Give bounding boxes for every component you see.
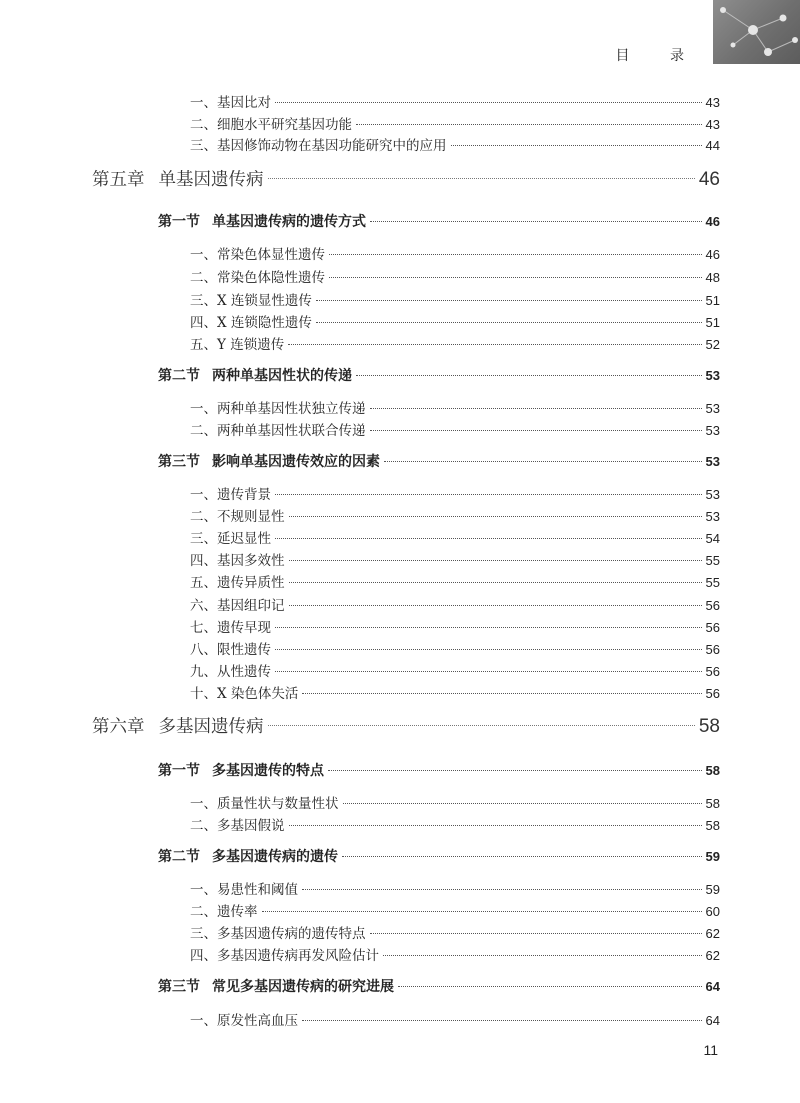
section-number: 第三节 xyxy=(158,979,200,995)
entry-label: 三、X 连锁显性遗传 xyxy=(190,293,312,309)
entry-label: 二、两种单基因性状联合传递 xyxy=(190,423,366,439)
entry-page: 43 xyxy=(705,95,720,110)
entry-page: 64 xyxy=(705,1013,720,1028)
leader-dots xyxy=(288,344,701,345)
entry-page: 43 xyxy=(705,117,720,132)
entry-page: 55 xyxy=(705,553,720,568)
entry-label: 四、基因多效性 xyxy=(190,553,285,569)
section-number: 第三节 xyxy=(158,454,200,470)
entry-page: 56 xyxy=(705,620,720,635)
toc-entry[interactable] xyxy=(190,289,720,311)
entry-page: 53 xyxy=(705,487,720,502)
chapter-entry[interactable] xyxy=(92,713,720,743)
section-page: 46 xyxy=(705,214,720,229)
entry-label: 一、基因比对 xyxy=(190,95,271,111)
entry-label: 一、遗传背景 xyxy=(190,487,271,503)
entry-page: 52 xyxy=(705,337,720,352)
entry-label: 一、常染色体显性遗传 xyxy=(190,247,325,263)
entry-page: 51 xyxy=(705,293,720,308)
section-entry[interactable] xyxy=(158,365,720,389)
section-entry[interactable] xyxy=(158,846,720,870)
entry-label: 七、遗传早现 xyxy=(190,620,271,636)
section-label xyxy=(158,760,324,780)
leader-dots xyxy=(370,408,702,409)
entry-page: 53 xyxy=(705,509,720,524)
header-title: 目 录 xyxy=(615,48,702,64)
entry-page: 56 xyxy=(705,664,720,679)
chapter-number: 第六章 xyxy=(92,716,145,736)
toc-entry[interactable] xyxy=(190,660,720,682)
leader-dots xyxy=(268,725,695,726)
section-page: 64 xyxy=(705,979,720,994)
chapter-entry[interactable] xyxy=(92,166,720,196)
leader-dots xyxy=(398,986,702,987)
section-entry[interactable] xyxy=(158,760,720,784)
section-number: 第一节 xyxy=(158,763,200,779)
leader-dots xyxy=(275,494,702,495)
toc-entry[interactable] xyxy=(190,571,720,593)
toc-entry[interactable] xyxy=(190,594,720,616)
chapter-page: 46 xyxy=(698,169,720,190)
toc-entry[interactable] xyxy=(190,419,720,441)
leader-dots xyxy=(289,582,702,583)
entry-label: 四、多基因遗传病再发风险估计 xyxy=(190,948,379,964)
leader-dots xyxy=(451,145,702,146)
section-page: 53 xyxy=(705,368,720,383)
leader-dots xyxy=(356,124,702,125)
page-number: 11 xyxy=(703,1042,718,1058)
entry-label: 六、基因组印记 xyxy=(190,598,285,614)
leader-dots xyxy=(275,538,702,539)
entry-label: 一、易患性和阈值 xyxy=(190,882,298,898)
toc-entry[interactable] xyxy=(190,638,720,660)
section-page: 53 xyxy=(705,454,720,469)
toc-entry[interactable] xyxy=(190,682,720,704)
section-title: 常见多基因遗传病的研究进展 xyxy=(212,979,394,995)
section-page: 58 xyxy=(705,763,720,778)
leader-dots xyxy=(316,322,702,323)
leader-dots xyxy=(302,693,701,694)
entry-label: 一、质量性状与数量性状 xyxy=(190,796,339,812)
section-page: 59 xyxy=(705,849,720,864)
section-label xyxy=(158,365,352,385)
toc-entry[interactable] xyxy=(190,266,720,288)
section-label xyxy=(158,211,366,231)
entry-page: 53 xyxy=(705,401,720,416)
toc-entry[interactable] xyxy=(190,549,720,571)
entry-page: 59 xyxy=(705,882,720,897)
entry-page: 56 xyxy=(705,642,720,657)
entry-page: 44 xyxy=(705,138,720,153)
entry-page: 53 xyxy=(705,423,720,438)
section-entry[interactable] xyxy=(158,211,720,235)
leader-dots xyxy=(342,856,702,857)
chapter-label xyxy=(92,713,264,738)
leader-dots xyxy=(316,300,702,301)
leader-dots xyxy=(383,955,702,956)
entry-label: 二、细胞水平研究基因功能 xyxy=(190,117,352,133)
entry-label: 十、X 染色体失活 xyxy=(190,686,299,702)
section-entry[interactable] xyxy=(158,976,720,1000)
entry-label: 三、基因修饰动物在基因功能研究中的应用 xyxy=(190,138,447,154)
toc-entry[interactable] xyxy=(190,311,720,333)
leader-dots xyxy=(302,889,702,890)
entry-label: 五、Y 连锁遗传 xyxy=(190,337,285,353)
entry-label: 三、延迟显性 xyxy=(190,531,271,547)
section-number: 第一节 xyxy=(158,214,200,230)
entry-page: 60 xyxy=(705,904,720,919)
leader-dots xyxy=(275,671,702,672)
leader-dots xyxy=(302,1020,702,1021)
toc-entry[interactable] xyxy=(190,900,720,922)
leader-dots xyxy=(289,516,702,517)
toc-entry[interactable] xyxy=(190,243,720,265)
leader-dots xyxy=(328,770,702,771)
entry-label: 三、多基因遗传病的遗传特点 xyxy=(190,926,366,942)
entry-page: 56 xyxy=(705,686,720,701)
chapter-title: 多基因遗传病 xyxy=(158,716,264,736)
leader-dots xyxy=(384,461,702,462)
section-entry[interactable] xyxy=(158,451,720,475)
section-title: 单基因遗传病的遗传方式 xyxy=(212,214,366,230)
section-title: 影响单基因遗传效应的因素 xyxy=(212,454,380,470)
section-title: 多基因遗传的特点 xyxy=(212,763,324,779)
leader-dots xyxy=(289,825,702,826)
section-label xyxy=(158,451,380,471)
toc-entry[interactable] xyxy=(190,113,720,135)
section-label xyxy=(158,846,338,866)
entry-page: 46 xyxy=(705,247,720,262)
toc-entry[interactable] xyxy=(190,483,720,505)
entry-label: 五、遗传异质性 xyxy=(190,575,285,591)
leader-dots xyxy=(275,649,702,650)
toc-entry[interactable] xyxy=(190,1009,720,1031)
toc-entry[interactable] xyxy=(190,922,720,944)
entry-label: 一、两种单基因性状独立传递 xyxy=(190,401,366,417)
section-number: 第二节 xyxy=(158,368,200,384)
leader-dots xyxy=(275,627,702,628)
chapter-label xyxy=(92,166,264,191)
toc-entry[interactable] xyxy=(190,397,720,419)
leader-dots xyxy=(275,102,702,103)
entry-page: 62 xyxy=(705,948,720,963)
section-number: 第二节 xyxy=(158,849,200,865)
leader-dots xyxy=(289,560,702,561)
chapter-title: 单基因遗传病 xyxy=(158,169,264,189)
entry-label: 四、X 连锁隐性遗传 xyxy=(190,315,312,331)
entry-label: 二、遗传率 xyxy=(190,904,258,920)
leader-dots xyxy=(289,605,702,606)
toc-entry[interactable] xyxy=(190,134,720,156)
entry-page: 55 xyxy=(705,575,720,590)
section-title: 多基因遗传病的遗传 xyxy=(212,849,338,865)
leader-dots xyxy=(343,803,702,804)
leader-dots xyxy=(262,911,702,912)
toc-entry[interactable] xyxy=(190,792,720,814)
toc-entry[interactable] xyxy=(190,878,720,900)
toc-entry[interactable] xyxy=(190,333,720,355)
entry-label: 九、从性遗传 xyxy=(190,664,271,680)
entry-page: 48 xyxy=(705,270,720,285)
toc-entry[interactable] xyxy=(190,527,720,549)
entry-page: 58 xyxy=(705,796,720,811)
toc-entry[interactable] xyxy=(190,814,720,836)
entry-label: 二、常染色体隐性遗传 xyxy=(190,270,325,286)
toc-entry[interactable] xyxy=(190,616,720,638)
entry-page: 51 xyxy=(705,315,720,330)
leader-dots xyxy=(329,277,702,278)
section-label xyxy=(158,976,394,996)
leader-dots xyxy=(356,375,702,376)
entry-label: 一、原发性高血压 xyxy=(190,1013,298,1029)
toc-entry[interactable] xyxy=(190,944,720,966)
leader-dots xyxy=(268,178,695,179)
leader-dots xyxy=(370,221,702,222)
entry-page: 62 xyxy=(705,926,720,941)
entry-page: 58 xyxy=(705,818,720,833)
leader-dots xyxy=(329,254,702,255)
chapter-page: 58 xyxy=(698,716,720,737)
entry-label: 二、多基因假说 xyxy=(190,818,285,834)
toc-entry[interactable] xyxy=(190,505,720,527)
section-title: 两种单基因性状的传递 xyxy=(212,368,352,384)
leader-dots xyxy=(370,430,702,431)
entry-page: 54 xyxy=(705,531,720,546)
entry-page: 56 xyxy=(705,598,720,613)
leader-dots xyxy=(370,933,702,934)
chapter-number: 第五章 xyxy=(92,169,145,189)
toc-entry[interactable] xyxy=(190,91,720,113)
entry-label: 八、限性遗传 xyxy=(190,642,271,658)
entry-label: 二、不规则显性 xyxy=(190,509,285,525)
